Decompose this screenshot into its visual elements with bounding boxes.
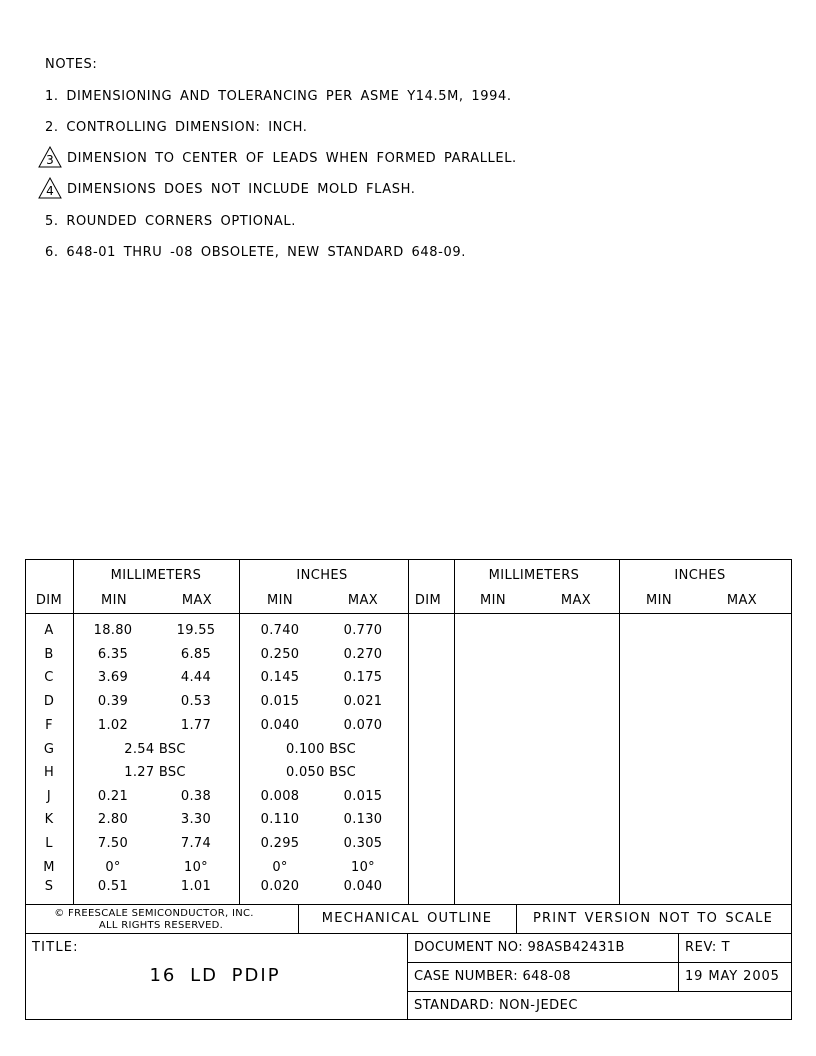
row-in-min: 0.015 [260, 694, 300, 709]
row-mm-max: 4.44 [180, 670, 212, 685]
row-mm-max: 1.77 [180, 718, 212, 733]
row-mm-min: 0° [105, 860, 121, 875]
header-mm-max-right: MAX [560, 593, 592, 608]
row-in-max: 0.070 [343, 718, 383, 733]
row-mm-min: 2.80 [97, 812, 129, 827]
header-in-min-right: MIN [646, 593, 672, 608]
case-number: CASE NUMBER: 648-08 [414, 969, 571, 984]
revision-date: 19 MAY 2005 [685, 969, 780, 984]
row-mm-max: 10° [184, 860, 208, 875]
row-in-max: 0.305 [343, 836, 383, 851]
row-dim: G [43, 742, 55, 757]
row-dim: B [44, 647, 54, 662]
row-mm-min: 7.50 [97, 836, 129, 851]
row-in-bsc: 0.050 BSC [285, 765, 357, 780]
row-mm-max: 6.85 [180, 647, 212, 662]
row-in-max: 0.040 [343, 879, 383, 894]
row-in-min: 0° [272, 860, 288, 875]
row-in-min: 0.110 [260, 812, 300, 827]
row-dim: H [43, 765, 55, 780]
document-number: DOCUMENT NO: 98ASB42431B [414, 940, 625, 955]
note-number: 5. [45, 214, 59, 229]
mechanical-outline-label: MECHANICAL OUTLINE [321, 911, 493, 926]
row-dim: M [43, 860, 55, 875]
row-in-max: 10° [351, 860, 375, 875]
row-mm-min: 0.39 [97, 694, 129, 709]
header-dim-left: DIM [35, 593, 63, 608]
row-in-min: 0.020 [260, 879, 300, 894]
row-in-min: 0.145 [260, 670, 300, 685]
note-3-text: DIMENSION TO CENTER OF LEADS WHEN FORMED PARALLEL. [67, 151, 517, 166]
row-in-max: 0.130 [343, 812, 383, 827]
note-text: DIMENSIONING AND TOLERANCING PER ASME Y14.5M, 1994. [66, 89, 512, 104]
header-mm-min-left: MIN [101, 593, 127, 608]
row-in-max: 0.175 [343, 670, 383, 685]
row-mm-max: 3.30 [180, 812, 212, 827]
header-in-max-right: MAX [726, 593, 758, 608]
row-mm-max: 0.38 [180, 789, 212, 804]
row-dim: D [43, 694, 55, 709]
note-text: CONTROLLING DIMENSION: INCH. [66, 120, 308, 135]
note-4-text: DIMENSIONS DOES NOT INCLUDE MOLD FLASH. [67, 182, 416, 197]
title-label: TITLE: [32, 940, 79, 955]
header-mm-max-left: MAX [181, 593, 213, 608]
note-number: 4 [46, 184, 54, 198]
note-number: 6. [45, 245, 59, 260]
note-number: 1. [45, 89, 59, 104]
row-mm-min: 1.02 [97, 718, 129, 733]
row-in-max: 0.015 [343, 789, 383, 804]
header-in-max-left: MAX [347, 593, 379, 608]
header-inches-left: INCHES [296, 568, 348, 583]
note-text: ROUNDED CORNERS OPTIONAL. [66, 214, 296, 229]
row-dim: J [46, 789, 52, 804]
header-millimeters-left: MILLIMETERS [110, 568, 202, 583]
copyright-line-1: © FREESCALE SEMICONDUCTOR, INC. [54, 908, 254, 919]
note-text: 648-01 THRU -08 OBSOLETE, NEW STANDARD 648-09. [66, 245, 466, 260]
row-dim: C [44, 670, 54, 685]
drawing-title: 16 LD PDIP [149, 965, 281, 986]
notes-heading: NOTES: [45, 57, 98, 72]
row-in-min: 0.040 [260, 718, 300, 733]
header-mm-min-right: MIN [480, 593, 506, 608]
row-mm-bsc: 2.54 BSC [124, 742, 186, 757]
row-mm-max: 1.01 [180, 879, 212, 894]
row-in-min: 0.295 [260, 836, 300, 851]
header-dim-right: DIM [414, 593, 442, 608]
row-dim: F [45, 718, 53, 733]
row-dim: L [45, 836, 53, 851]
header-inches-right: INCHES [674, 568, 726, 583]
row-mm-min: 0.51 [97, 879, 129, 894]
row-mm-min: 3.69 [97, 670, 129, 685]
row-in-bsc: 0.100 BSC [285, 742, 357, 757]
row-in-min: 0.250 [260, 647, 300, 662]
standard: STANDARD: NON-JEDEC [414, 998, 578, 1013]
revision: REV: T [685, 940, 731, 955]
copyright-line-2: ALL RIGHTS RESERVED. [98, 920, 224, 931]
row-in-min: 0.740 [260, 623, 300, 638]
header-in-min-left: MIN [267, 593, 293, 608]
note-number: 2. [45, 120, 59, 135]
print-version-label: PRINT VERSION NOT TO SCALE [532, 911, 774, 926]
row-in-max: 0.021 [343, 694, 383, 709]
note-number: 3 [46, 153, 54, 167]
row-mm-max: 19.55 [176, 623, 216, 638]
row-dim: K [44, 812, 54, 827]
row-dim: A [44, 623, 54, 638]
row-dim: S [44, 879, 54, 894]
row-in-max: 0.770 [343, 623, 383, 638]
header-millimeters-right: MILLIMETERS [488, 568, 580, 583]
row-mm-max: 7.74 [180, 836, 212, 851]
row-mm-min: 0.21 [97, 789, 129, 804]
row-in-max: 0.270 [343, 647, 383, 662]
row-mm-max: 0.53 [180, 694, 212, 709]
row-mm-bsc: 1.27 BSC [124, 765, 186, 780]
row-mm-min: 18.80 [93, 623, 133, 638]
row-mm-min: 6.35 [97, 647, 129, 662]
row-in-min: 0.008 [260, 789, 300, 804]
